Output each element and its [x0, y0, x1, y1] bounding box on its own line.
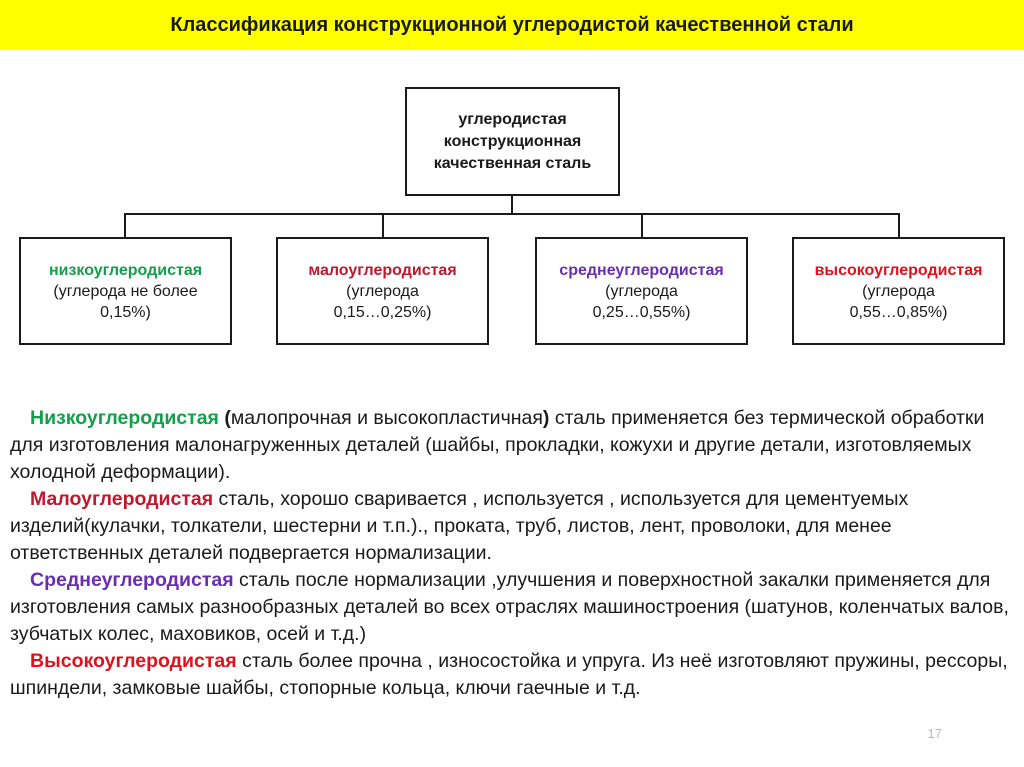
category-name: среднеуглеродистая: [559, 261, 724, 279]
paragraph-keyword: Среднеуглеродистая: [30, 569, 234, 591]
category-name: малоуглеродистая: [308, 261, 457, 279]
category-low-carbon: [19, 237, 232, 345]
paragraph-text: сталь применяется без термической обработки для изготовления малонагруженных деталей (шайбы, прокладки, кожухи и другие детали, изготовляемых холодной деформации).: [10, 407, 985, 483]
category-desc-2: 0,55…0,85%): [849, 303, 948, 321]
category-desc-1: (углерода: [346, 282, 419, 300]
title-bar: [0, 0, 1024, 50]
paragraph-text: сталь после нормализации ,улучшения и поверхностной закалки применяется для изготовления самых разнообразных деталей во всех отраслях машиностроения (шатунов, коленчатых валов, зубчатых колес, маховиков, осей и т.д.): [10, 569, 1009, 645]
root-node: [405, 87, 620, 196]
category-desc-2: 0,25…0,55%): [592, 303, 691, 321]
paragraph-text: сталь более прочна , износостойка и упруга. Из неё изготовляют пружины, рессоры, шпиндели, замковые шайбы, стопорные кольца, ключи гаечные и т.д.: [10, 650, 1008, 699]
paren-open: (: [218, 407, 231, 429]
category-desc-1: (углерода не более: [53, 282, 198, 300]
connector-root-down: [511, 196, 513, 214]
paragraph-mild-carbon: [10, 486, 1014, 567]
category-desc-2: 0,15%): [100, 303, 151, 321]
paragraph-keyword: Низкоуглеродистая: [30, 407, 219, 429]
category-desc-2: 0,15…0,25%): [333, 303, 432, 321]
description-text: [10, 405, 1014, 702]
paragraph-high-carbon: [10, 648, 1014, 702]
category-high-carbon: [792, 237, 1005, 345]
paragraph-medium-carbon: [10, 567, 1014, 648]
connector-branch-4: [898, 213, 900, 237]
paren-close: ): [542, 407, 550, 429]
paragraph-keyword: Малоуглеродистая: [30, 488, 214, 510]
category-mild-carbon: [276, 237, 489, 345]
root-line-1: углеродистая: [458, 110, 567, 128]
root-line-2: конструкционная: [443, 132, 582, 150]
connector-branch-2: [382, 213, 384, 237]
paragraph-text: сталь, хорошо сваривается , используется , используется для цементуемых изделий(кулачки, толкатели, шестерни и т.п.)., проката, труб, листов, лент, проволоки, для менее ответственных деталей подвергается нормализации.: [10, 488, 909, 564]
slide-number: 17: [927, 726, 942, 741]
paren-text: малопрочная и высокопластичная: [230, 407, 543, 429]
connector-branch-1: [124, 213, 126, 237]
category-medium-carbon: [535, 237, 748, 345]
paragraph-low-carbon: [10, 405, 1014, 486]
paragraph-keyword: Высокоуглеродистая: [30, 650, 237, 672]
category-name: высокоуглеродистая: [814, 261, 983, 279]
category-desc-1: (углерода: [862, 282, 935, 300]
connector-horizontal: [124, 213, 900, 215]
root-line-3: качественная сталь: [433, 154, 592, 172]
connector-branch-3: [641, 213, 643, 237]
category-name: низкоуглеродистая: [48, 261, 203, 279]
page-title: Классификация конструкционной углеродистой качественной стали: [170, 13, 854, 36]
category-desc-1: (углерода: [605, 282, 678, 300]
